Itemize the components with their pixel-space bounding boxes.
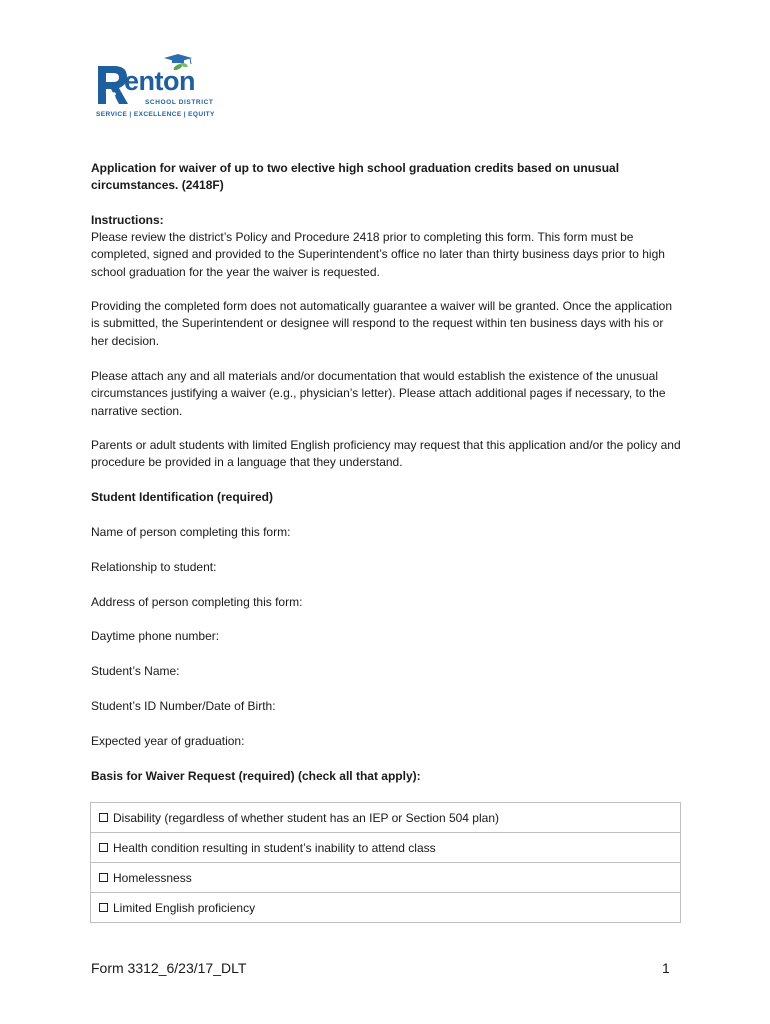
logo-tagline: SERVICE | EXCELLENCE | EQUITY: [96, 111, 215, 118]
option-health-condition[interactable]: [91, 833, 680, 863]
checkbox-icon[interactable]: [99, 873, 108, 882]
checkbox-icon[interactable]: [99, 813, 108, 822]
instructions-heading: Instructions:: [91, 213, 164, 227]
checkbox-icon[interactable]: [99, 903, 108, 912]
option-homelessness[interactable]: [91, 863, 680, 893]
field-label-expected-graduation: Expected year of graduation:: [91, 734, 245, 748]
district-logo: [94, 52, 224, 122]
instructions-paragraph: Please attach any and all materials and/or documentation that would establish the existence of the unusual circumstances justifying a waiver (e.g., physician’s letter). Please attach additional pages if necessary, to the narrative section.: [91, 369, 666, 418]
option-label: Health condition resulting in student’s inability to attend class: [113, 840, 436, 855]
field-label-daytime-phone: Daytime phone number:: [91, 629, 220, 643]
footer-page-number: 1: [662, 960, 670, 976]
field-label-student-id-dob: Student’s ID Number/Date of Birth:: [91, 699, 276, 713]
field-label-name-of-person: Name of person completing this form:: [91, 525, 291, 539]
field-label-relationship: Relationship to student:: [91, 560, 217, 574]
footer-form-id: Form 3312_6/23/17_DLT: [91, 960, 247, 976]
instructions-paragraph: Please review the district’s Policy and Procedure 2418 prior to completing this form. This form must be completed, signed and provided to the Superintendent’s office no later than thirty business days prior to high school graduation for the year the waiver is requested.: [91, 230, 665, 279]
option-label: Homelessness: [113, 870, 192, 885]
form-title: Application for waiver of up to two elective high school graduation credits based on unusual circumstances. (2418F): [91, 161, 620, 193]
option-limited-english[interactable]: [91, 893, 680, 922]
logo-subtitle: SCHOOL DISTRICT: [145, 99, 214, 106]
logo-wordmark: enton: [124, 66, 195, 96]
field-label-student-name: Student’s Name:: [91, 664, 180, 678]
checkbox-icon[interactable]: [99, 843, 108, 852]
instructions-paragraph: Parents or adult students with limited English proficiency may request that this application and/or the policy and procedure be provided in a language that they understand.: [91, 438, 681, 470]
basis-heading: Basis for Waiver Request (required) (check all that apply):: [91, 769, 421, 783]
student-id-heading: Student Identification (required): [91, 490, 273, 504]
waiver-basis-table: [90, 802, 681, 923]
instructions-paragraph: Providing the completed form does not automatically guarantee a waiver will be granted. Once the application is submitted, the Superintendent or designee will respond to the request within ten business days with his or her decision.: [91, 299, 672, 348]
option-label: Disability (regardless of whether student has an IEP or Section 504 plan): [113, 810, 499, 825]
option-disability[interactable]: [91, 803, 680, 833]
field-label-address: Address of person completing this form:: [91, 595, 303, 609]
option-label: Limited English proficiency: [113, 900, 256, 915]
